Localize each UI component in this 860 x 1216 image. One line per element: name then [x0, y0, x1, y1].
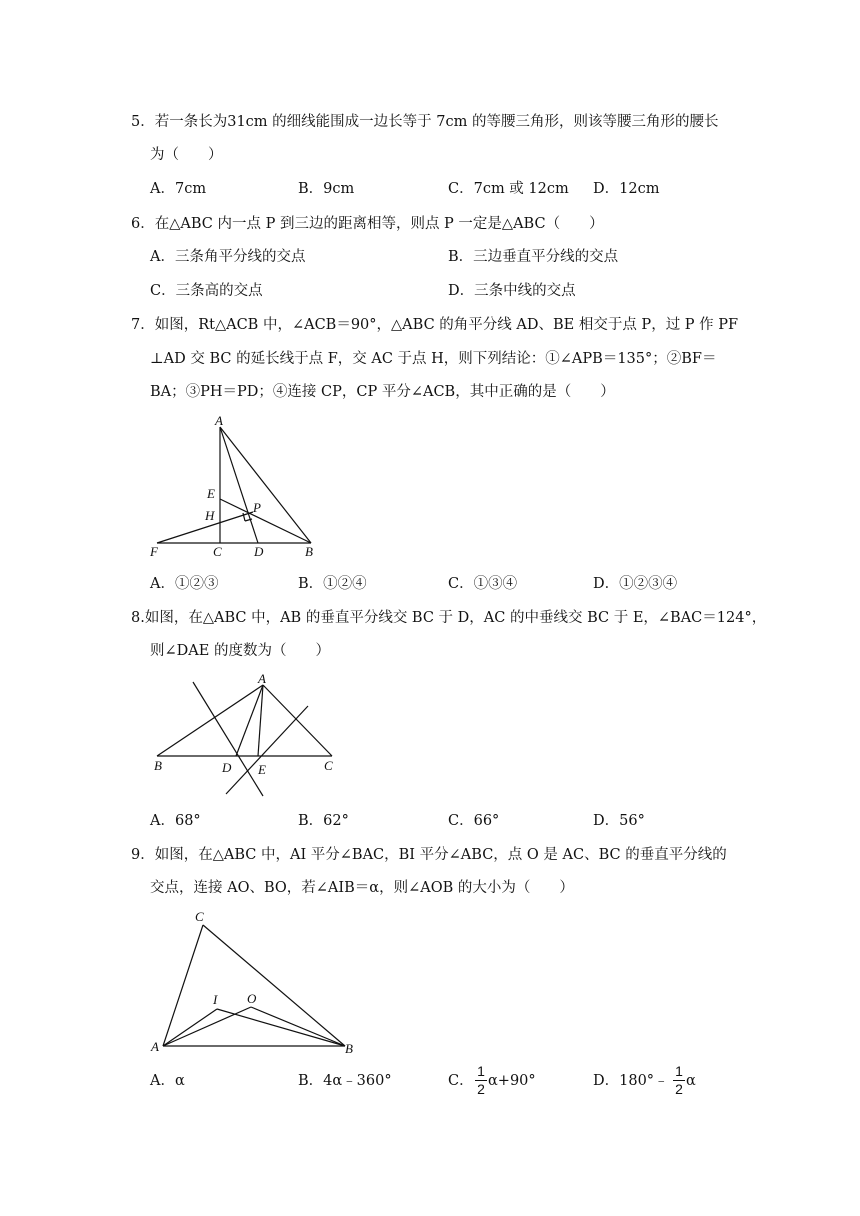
q9-stem-line1: 9．如图，在△ABC 中，AI 平分∠BAC，BI 平分∠ABC，点 O 是 AC、BC 的垂直平分线的: [131, 847, 727, 863]
q9-label-i: I: [213, 992, 218, 1007]
q6-option-b: B．三边垂直平分线的交点: [448, 249, 619, 265]
q9-stem-line2: 交点，连接 AO、BO，若∠AIB＝α，则∠AOB 的大小为（ ）: [150, 880, 574, 896]
q6-option-d: D．三条中线的交点: [448, 283, 576, 299]
q5-option-a: A．7cm: [150, 181, 207, 197]
q7-label-e: E: [207, 486, 215, 501]
q7-option-d: D．①②③④: [593, 576, 678, 592]
q9-label-c: C: [195, 909, 204, 924]
q7-label-b: B: [305, 544, 313, 559]
q7-label-f: F: [150, 544, 158, 559]
q8-stem-line2: 则∠DAE 的度数为（ ）: [150, 643, 330, 659]
q8-label-e: E: [258, 762, 266, 777]
q7-option-c: C．①③④: [448, 576, 518, 592]
q8-label-a: A: [258, 671, 266, 686]
q7-label-d: D: [254, 544, 264, 559]
q6-stem-line1: 6．在△ABC 内一点 P 到三边的距离相等，则点 P 一定是△ABC（ ）: [131, 216, 604, 232]
q7-label-c: C: [213, 544, 222, 559]
q8-label-c: C: [324, 758, 333, 773]
fraction-numerator: 1: [477, 1063, 485, 1079]
q8-option-d: D．56°: [593, 813, 645, 829]
q7-label-h: H: [205, 508, 215, 523]
q8-option-b: B．62°: [298, 813, 349, 829]
q9-option-d-prefix: D．180°﹣: [593, 1073, 669, 1089]
fraction-numerator: 1: [675, 1063, 683, 1079]
q6-option-c: C．三条高的交点: [150, 283, 263, 299]
fraction-denominator: 2: [675, 1081, 683, 1097]
q5-stem-line1: 5．若一条长为31cm 的细线能围成一边长等于 7cm 的等腰三角形，则该等腰三角形的腰长: [131, 114, 719, 130]
q7-label-p: P: [253, 500, 261, 515]
q5-stem-line2: 为（ ）: [150, 147, 223, 163]
q9-label-b: B: [345, 1041, 353, 1056]
q6-option-a: A．三条角平分线的交点: [150, 249, 306, 265]
q7-option-a: A．①②③: [150, 576, 219, 592]
q8-option-c: C．66°: [448, 813, 500, 829]
q9-option-c-suffix: α+90°: [488, 1073, 536, 1089]
q9-option-b: B．4α﹣360°: [298, 1073, 392, 1089]
q7-stem-line1: 7．如图，Rt△ACB 中，∠ACB＝90°，△ABC 的角平分线 AD、BE 相交于点 P，过 P 作 PF: [131, 317, 739, 333]
q9-option-c-prefix: C．: [448, 1073, 474, 1089]
q5-option-c: C．7cm 或 12cm: [448, 181, 569, 197]
q9-option-d-suffix: α: [686, 1073, 696, 1089]
q7-stem-line3: BA；③PH＝PD；④连接 CP，CP 平分∠ACB，其中正确的是（ ）: [150, 384, 615, 400]
q9-option-c-fraction: [475, 1064, 487, 1097]
q7-stem-line2: ⊥AD 交 BC 的延长线于点 F，交 AC 于点 H，则下列结论：①∠APB＝135°；②BF＝: [150, 351, 717, 367]
q8-stem-line1: 8.如图，在△ABC 中，AB 的垂直平分线交 BC 于 D，AC 的中垂线交 BC 于 E，∠BAC＝124°，: [131, 610, 767, 626]
q7-option-b: B．①②④: [298, 576, 367, 592]
q9-option-a: A．α: [150, 1073, 185, 1089]
q8-option-a: A．68°: [150, 813, 201, 829]
q8-label-d: D: [222, 760, 232, 775]
q8-label-b: B: [154, 758, 162, 773]
q9-option-d-fraction: [673, 1064, 685, 1097]
q7-label-a: A: [215, 413, 223, 428]
fraction-denominator: 2: [477, 1081, 485, 1097]
q9-label-o: O: [247, 991, 257, 1006]
q5-option-d: D．12cm: [593, 181, 660, 197]
q9-label-a: A: [151, 1039, 159, 1054]
q5-option-b: B．9cm: [298, 181, 355, 197]
